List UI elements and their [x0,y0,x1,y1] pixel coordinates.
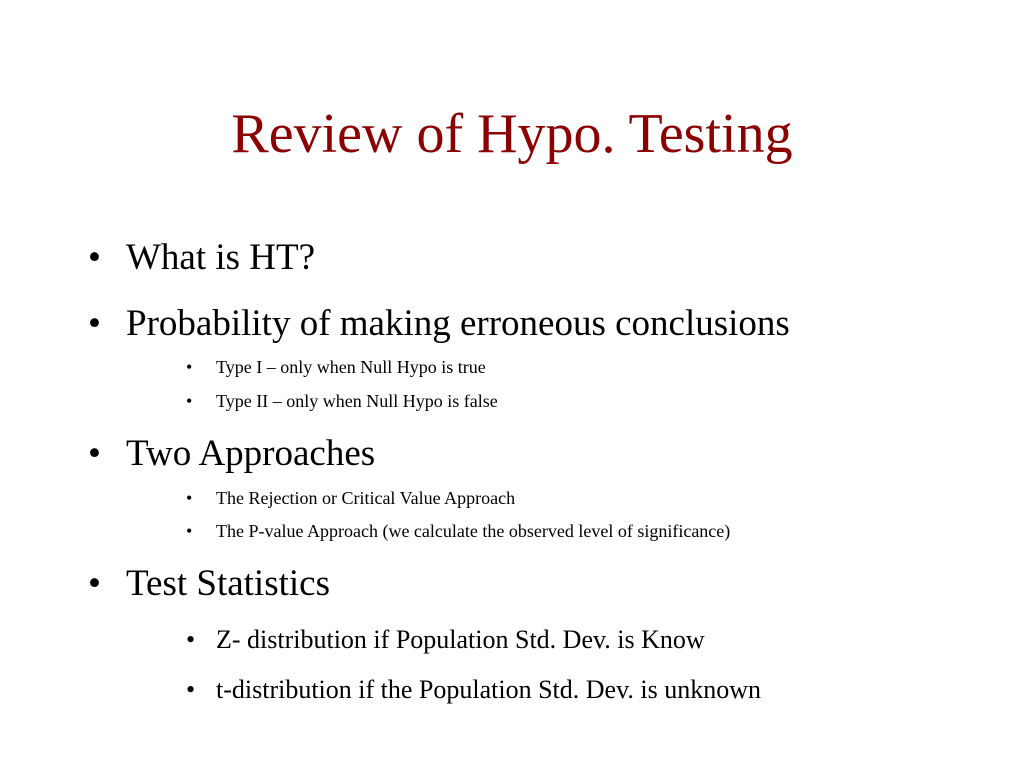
sub-bullet-marker: • [186,625,196,654]
bullet-text: Test Statistics [126,563,330,604]
bullet-item-two-approaches [88,432,375,476]
bullet-item-test-statistics [88,562,330,606]
sub-bullet-type-2 [186,390,498,412]
sub-bullet-text: Type I – only when Null Hypo is true [216,357,486,377]
sub-bullet-type-1 [186,356,486,378]
sub-bullet-text: Z- distribution if Population Std. Dev. is Know [216,625,705,654]
bullet-text: Probability of making erroneous conclusions [126,303,790,344]
sub-bullet-t-distribution [186,674,761,706]
sub-bullet-marker: • [186,357,193,377]
sub-bullet-marker: • [186,521,193,541]
bullet-text: What is HT? [126,237,316,278]
bullet-item-probability [88,302,790,346]
sub-bullet-text: The Rejection or Critical Value Approach [216,488,516,508]
bullet-marker: • [88,563,101,604]
sub-bullet-marker: • [186,675,196,704]
sub-bullet-p-value-approach [186,520,730,542]
bullet-marker: • [88,303,101,344]
bullet-item-what-is-ht [88,236,315,280]
sub-bullet-text: Type II – only when Null Hypo is false [216,391,498,411]
sub-bullet-rejection-approach [186,487,515,509]
bullet-marker: • [88,433,101,474]
bullet-text: Two Approaches [126,433,376,474]
slide-title: Review of Hypo. Testing [231,103,793,165]
sub-bullet-marker: • [186,488,193,508]
sub-bullet-text: t-distribution if the Population Std. Dev. is unknown [216,675,762,704]
sub-bullet-marker: • [186,391,193,411]
sub-bullet-text: The P-value Approach (we calculate the observed level of significance) [216,521,731,541]
sub-bullet-z-distribution [186,624,705,656]
bullet-marker: • [88,237,101,278]
